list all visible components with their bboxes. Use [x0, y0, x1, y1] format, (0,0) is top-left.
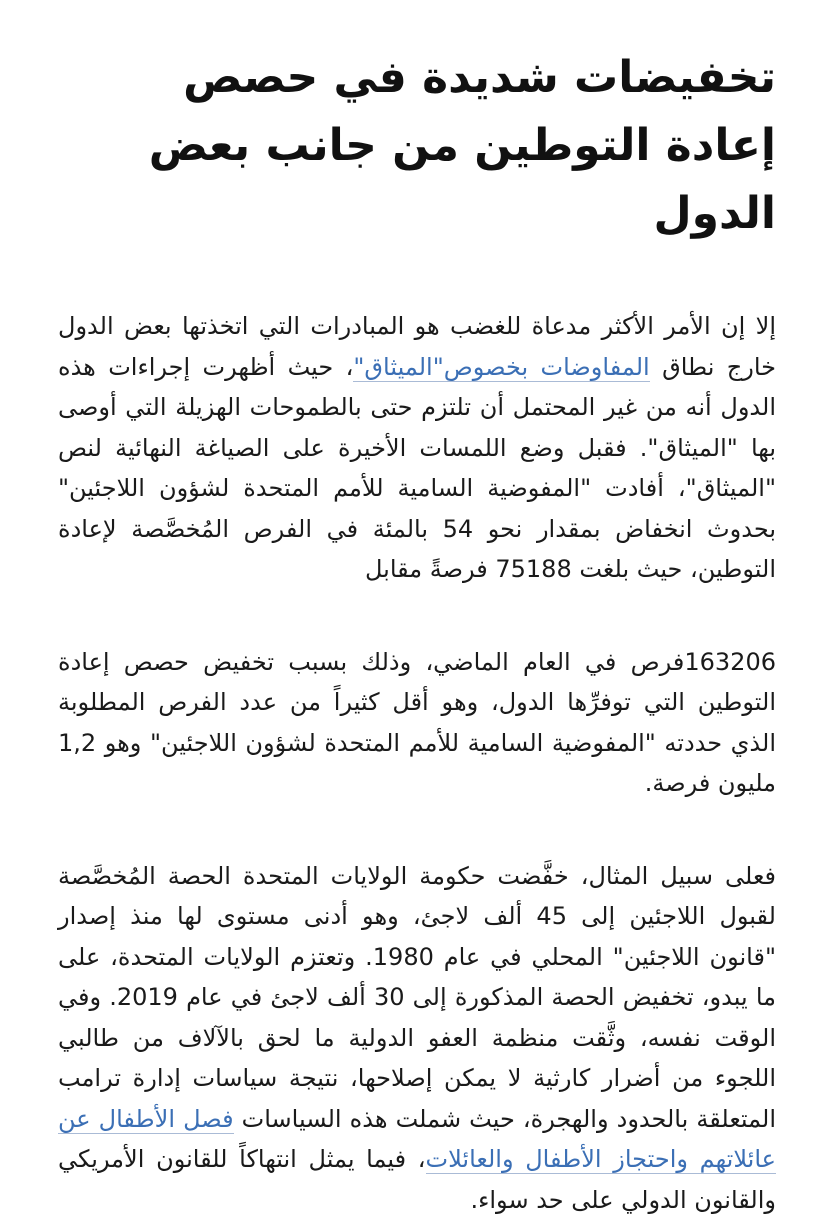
article-title: تخفيضات شديدة في حصص إعادة التوطين من جانب بعض الدول	[116, 44, 776, 248]
paragraph-2: 163206فرص في العام الماضي، وذلك بسبب تخفيض حصص إعادة التوطين التي توفرِّها الدول، وهو أقل كثيراً من عدد الفرص المطلوبة الذي حددته "المفوضية السامية للأمم المتحدة لشؤون اللاجئين" وهو 1,2 مليون فرصة.	[58, 642, 776, 804]
paragraph-3	[58, 856, 776, 1220]
paragraph-3-text-end: ، فيما يمثل انتهاكاً للقانون الأمريكي والقانون الدولي على حد سواء.	[58, 1145, 776, 1214]
paragraph-1-text-start: إلا إن الأمر الأكثر مدعاة للغضب هو المبادرات التي اتخذتها بعض الدول خارج نطاق	[58, 312, 776, 381]
paragraph-3-text-start: فعلى سبيل المثال، خفَّضت حكومة الولايات المتحدة الحصة المُخصَّصة لقبول اللاجئين إلى 45 ألف لاجئ، وهو أدنى مستوى لها منذ إصدار "قانون اللاجئين" المحلي في عام 1980. وتعتزم الولايات المتحدة، على ما يبدو، تخفيض الحصة المذكورة إلى 30 ألف لاجئ في عام 2019. وفي الوقت نفسه، وثَّقت منظمة العفو الدولية ما لحق بالآلاف من طالبي اللجوء من أضرار كارثية لا يمكن إصلاحها، نتيجة سياسات إدارة ترامب المتعلقة بالحدود والهجرة، حيث شملت هذه السياسات	[58, 862, 776, 1133]
paragraph-1	[58, 306, 776, 590]
paragraph-1-text-end: ، حيث أظهرت إجراءات هذه الدول أنه من غير المحتمل أن تلتزم حتى بالطموحات الهزيلة التي أوصى بها "الميثاق". فقبل وضع اللمسات الأخيرة على الصياغة النهائية لنص "الميثاق"، أفادت "المفوضية السامية للأمم المتحدة لشؤون اللاجئين" بحدوث انخفاض بمقدار نحو 54 بالمئة في الفرص المُخصَّصة لإعادة التوطين، حيث بلغت 75188 فرصةً مقابل	[58, 353, 776, 584]
charter-negotiations-link[interactable]: المفاوضات بخصوص"الميثاق"	[353, 353, 649, 382]
family-separation-link[interactable]: فصل الأطفال عن عائلاتهم واحتجاز الأطفال والعائلات	[58, 1105, 776, 1175]
